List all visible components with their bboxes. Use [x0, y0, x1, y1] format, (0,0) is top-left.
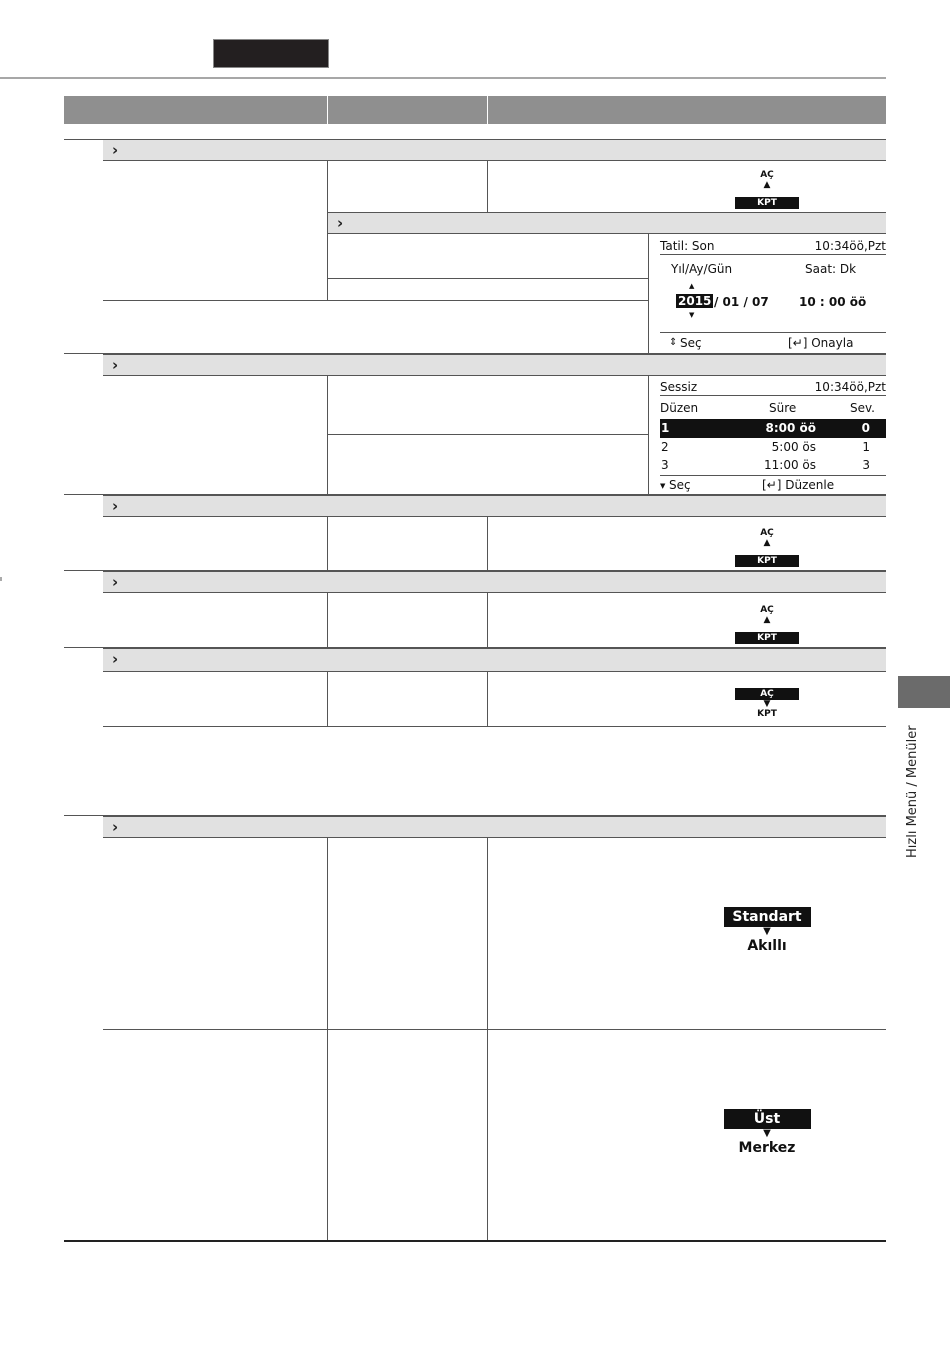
- section-bar-1: [103, 139, 886, 161]
- screen-rule: [660, 395, 886, 396]
- screen-clock: 10:34öö,Pzt: [814, 239, 886, 253]
- arrow-up-icon: ▲: [689, 282, 695, 290]
- col-divider: [487, 517, 488, 571]
- col-divider: [487, 161, 488, 213]
- col-divider: [327, 517, 328, 571]
- mode-alternative: Akıllı: [747, 938, 787, 954]
- select-hint: Seç: [680, 336, 702, 350]
- arrow-up-icon: ▲: [763, 615, 771, 625]
- row-time: 5:00 ös: [771, 440, 816, 454]
- year-selected: 2015: [678, 294, 712, 308]
- toggle-off-selected: KPT: [735, 632, 799, 644]
- chevron-right-icon: ›: [112, 818, 119, 836]
- subsection-bar: [328, 212, 886, 234]
- time-value: 10 : 00 öö: [799, 295, 867, 309]
- screen-title: Tatil: Son: [660, 239, 715, 253]
- toggle-on-selected: AÇ: [735, 688, 799, 700]
- toggle-on-off-graphic: [707, 170, 827, 209]
- arrow-down-icon: ▼: [763, 926, 771, 937]
- row-level: 1: [862, 440, 870, 454]
- col-duration: Süre: [769, 401, 797, 415]
- row-no: 1: [661, 421, 670, 435]
- chevron-right-icon: ›: [112, 356, 119, 374]
- row-rule: [103, 726, 886, 727]
- confirm-hint: [↵] Onayla: [788, 336, 854, 350]
- header-rule: [0, 77, 886, 79]
- side-section-label: [900, 718, 926, 858]
- col-divider: [487, 593, 488, 648]
- col-divider: [327, 376, 328, 494]
- section-bar-5: [103, 648, 886, 672]
- row-rule: [328, 278, 648, 279]
- row-level: 0: [861, 421, 870, 435]
- mode-option-graphic: [707, 906, 827, 955]
- date-rest: / 01 / 07: [714, 295, 769, 309]
- row-time: 8:00 öö: [765, 421, 816, 435]
- arrow-down-icon: ▼: [689, 311, 695, 319]
- chapter-tab: [213, 39, 329, 68]
- holiday-screen: [660, 237, 886, 353]
- col-divider: [648, 376, 649, 494]
- table-header-col3: [488, 96, 886, 124]
- col-divider: [327, 593, 328, 648]
- toggle-off-selected: KPT: [735, 555, 799, 567]
- position-alternative: Merkez: [738, 1140, 796, 1156]
- row-level: 3: [862, 458, 870, 472]
- chevron-right-icon: ›: [112, 573, 119, 591]
- section-bar-6: [103, 816, 886, 838]
- margin-tick: [0, 577, 2, 581]
- col-level: Sev.: [850, 401, 875, 415]
- section-bar-2: [103, 354, 886, 376]
- row-time: 11:00 ös: [764, 458, 816, 472]
- row-rule: [328, 434, 648, 435]
- edit-hint: [↵] Düzenle: [762, 478, 835, 492]
- col-edit: Düzen: [660, 401, 699, 415]
- row-rule: [103, 300, 648, 301]
- arrow-up-icon: ▲: [763, 180, 771, 190]
- screen-clock: 10:34öö,Pzt: [814, 380, 886, 394]
- toggle-off-selected: KPT: [735, 197, 799, 209]
- row-no: 3: [661, 458, 669, 472]
- section-bar-4: [103, 571, 886, 593]
- screen-rule: [660, 254, 886, 255]
- col-divider: [327, 838, 328, 1240]
- col-divider: [648, 234, 649, 354]
- silent-screen: [660, 378, 886, 494]
- toggle-on-off-graphic: [707, 605, 827, 644]
- position-selected: Üst: [724, 1109, 811, 1129]
- side-thumb-tab: [898, 676, 950, 708]
- screen-title: Sessiz: [660, 380, 698, 394]
- arrow-up-icon: ▲: [763, 538, 771, 548]
- updown-icon: ⇕: [669, 337, 678, 348]
- chevron-right-icon: ›: [337, 214, 344, 232]
- table-header-col2: [328, 96, 487, 124]
- chevron-right-icon: ›: [112, 650, 119, 668]
- row-no: 2: [661, 440, 669, 454]
- table-bottom-rule: [64, 1240, 886, 1242]
- col-divider: [327, 672, 328, 726]
- time-label: Saat: Dk: [805, 262, 857, 276]
- position-option-graphic: [707, 1108, 827, 1157]
- arrow-down-icon: ▼: [763, 1128, 771, 1139]
- arrow-down-icon: ▼: [763, 699, 771, 709]
- side-label-text: Hızlı Menü / Menüler: [905, 725, 920, 858]
- toggle-on-label: AÇ: [760, 528, 774, 538]
- section-bar-3: [103, 495, 886, 517]
- screen-rule: [660, 475, 886, 476]
- arrow-down-icon: ▼: [660, 482, 666, 490]
- date-label: Yıl/Ay/Gün: [671, 262, 733, 276]
- col-divider: [487, 672, 488, 726]
- select-hint: Seç: [669, 478, 691, 492]
- chevron-right-icon: ›: [112, 141, 119, 159]
- row-rule: [103, 1029, 886, 1030]
- toggle-off-label: KPT: [757, 709, 777, 719]
- mode-selected: Standart: [724, 907, 811, 927]
- toggle-on-label: AÇ: [760, 605, 774, 615]
- toggle-on-off-graphic: [707, 681, 827, 720]
- table-header-col1: [64, 96, 327, 124]
- toggle-on-label: AÇ: [760, 170, 774, 180]
- chevron-right-icon: ›: [112, 497, 119, 515]
- screen-rule: [660, 332, 886, 333]
- toggle-on-off-graphic: [707, 528, 827, 567]
- col-divider: [487, 838, 488, 1240]
